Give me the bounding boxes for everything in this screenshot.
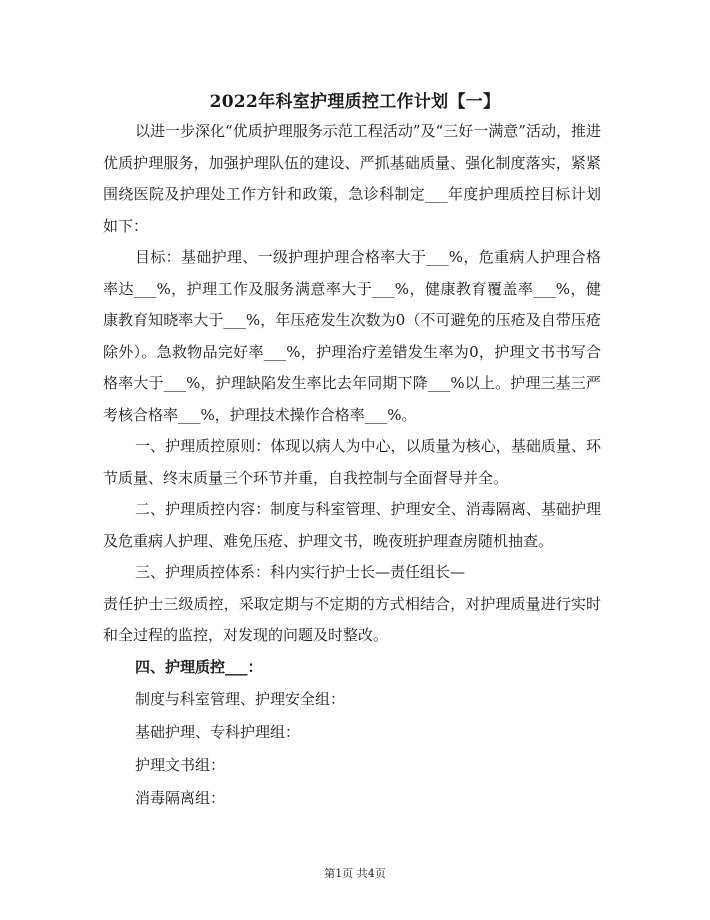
page-footer: 第1页 共4页 — [324, 867, 386, 880]
document-body — [103, 116, 601, 815]
system-paragraph-line2: 责任护士三级质控，采取定期与不定期的方式相结合，对护理质量进行实时和全过程的监控，对发现的问题及时整改。 — [103, 594, 601, 644]
content-paragraph: 二、护理质控内容：制度与科室管理、护理安全、消毒隔离、基础护理及危重病人护理、难免压疮、护理文书，晚夜班护理查房随机抽查。 — [103, 500, 601, 550]
group-item-records: 护理文书组： — [135, 756, 226, 774]
group-item-basic-care: 基础护理、专科护理组： — [135, 723, 301, 741]
system-paragraph-line1: 三、护理质控体系：科内实行护士长—责任组长— — [135, 563, 466, 581]
goals-paragraph: 目标：基础护理、一级护理护理合格率大于___%，危重病人护理合格率达___%，护理工作及服务满意率大于___%，健康教育覆盖率___%，健康教育知晓率大于___%，年压疮发生次数为0（不可避免的压疮及自带压疮除外）。急救物品完好率___%，护理治疗差错发生率为0，护理文书书写合格率大于___%，护理缺陷发生率比去年同期下降___%以上。护理三基三严考核合格率___%，护理技术操作合格率___%。 — [103, 248, 601, 424]
group-item-disinfection: 消毒隔离组： — [135, 789, 226, 807]
section4-heading: 四、护理质控___： — [135, 657, 263, 676]
principle-paragraph: 一、护理质控原则：体现以病人为中心，以质量为核心，基础质量、环节质量、终末质量三个环节并重，自我控制与全面督导并全。 — [103, 437, 601, 487]
intro-paragraph: 以进一步深化“优质护理服务示范工程活动”及“三好一满意”活动，推进优质护理服务，加强护理队伍的建设、严抓基础质量、强化制度落实，紧紧围绕医院及护理处工作方针和政策，急诊科制定___年度护理质控目标计划如下： — [103, 122, 601, 235]
document-title: 2022年科室护理质控工作计划【一】 — [209, 92, 501, 112]
group-item-management: 制度与科室管理、护理安全组： — [135, 690, 346, 708]
